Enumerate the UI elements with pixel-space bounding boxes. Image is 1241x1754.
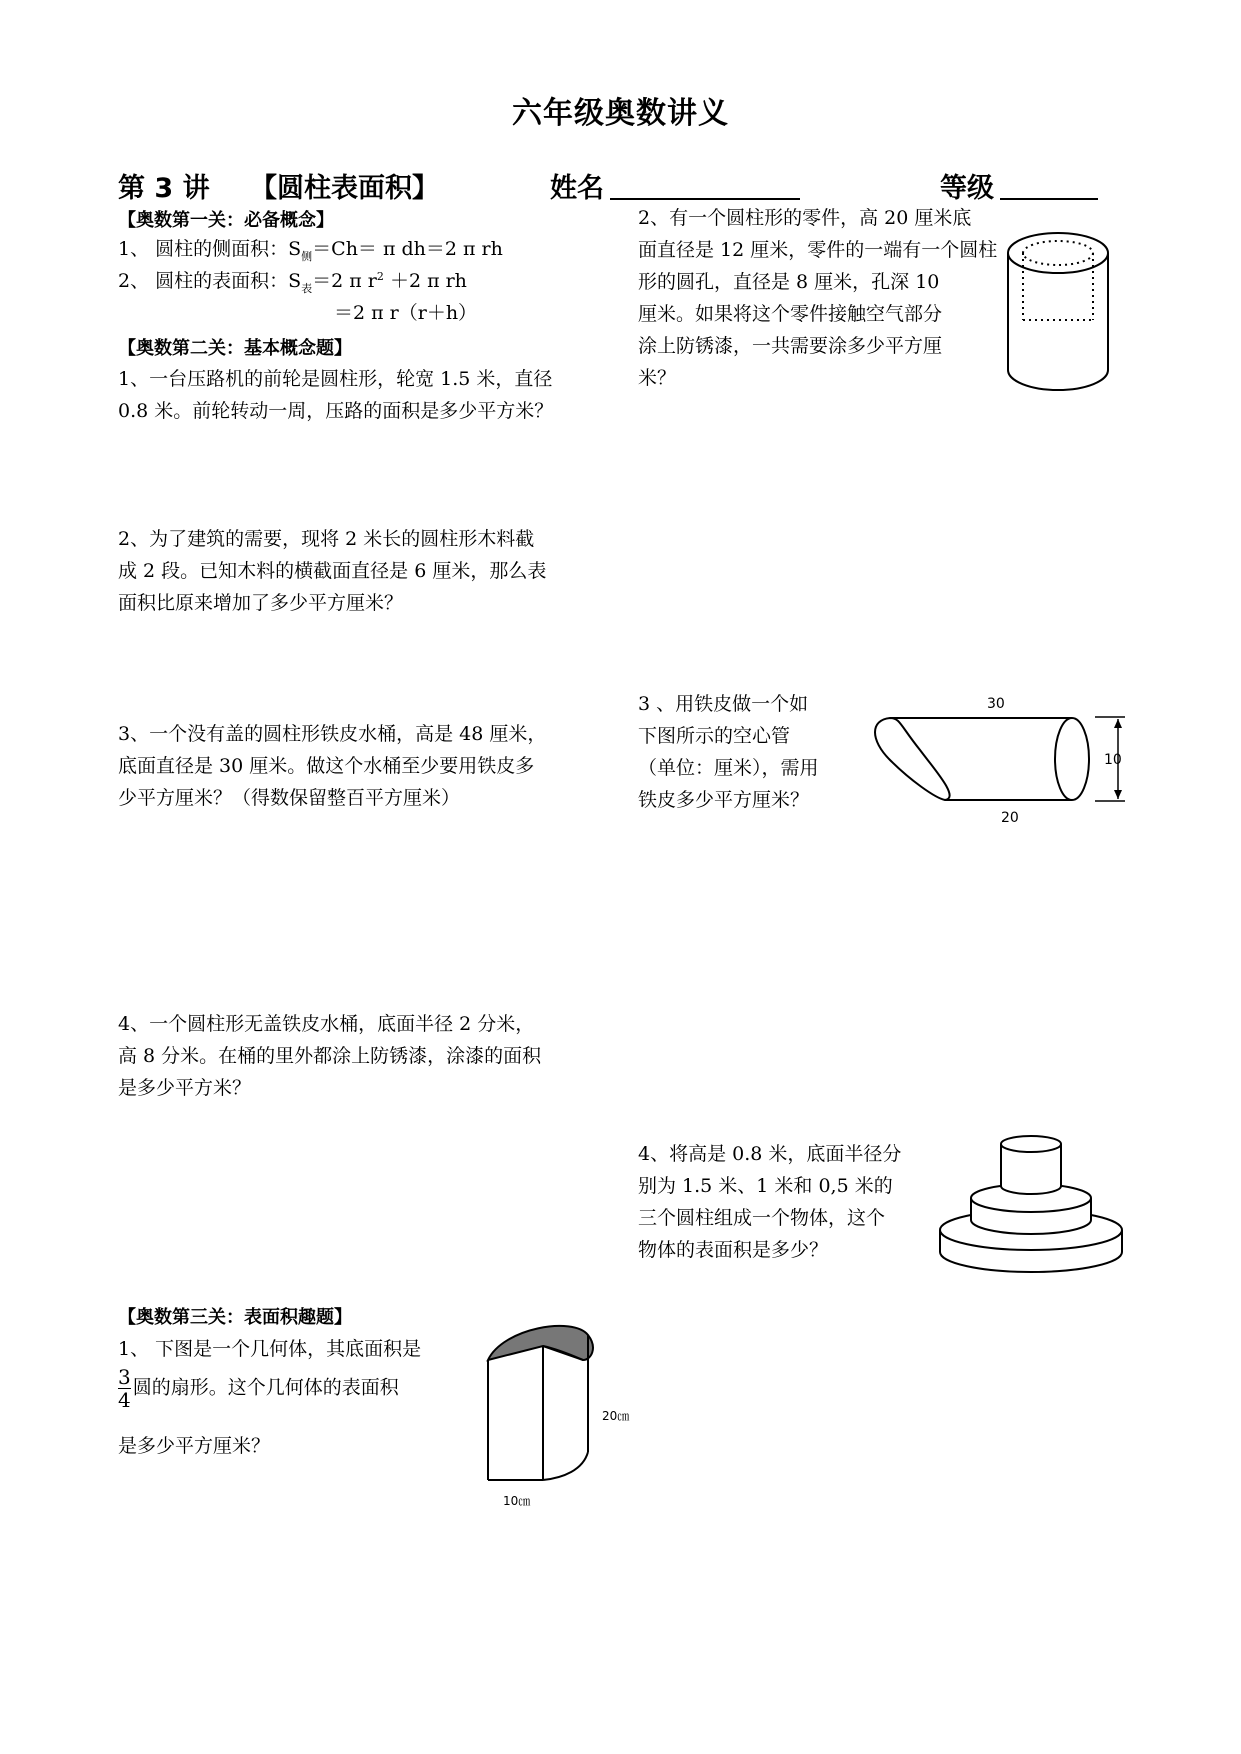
pipe-side-label: 10 — [1104, 752, 1122, 768]
right-question-2: 2、有一个圆柱形的零件，高 20 厘米底 面直径是 12 厘米，零件的一端有一个圆柱 形的圆孔，直径是 8 厘米，孔深 10 厘米。如果将这个零件接触空气部分 涂上防锈漆，一共需要涂多少平方厘 米？ — [638, 207, 998, 389]
question-4: 4、一个圆柱形无盖铁皮水桶，底面半径 2 分米， 高 8 分米。在桶的里外都涂上防锈漆，涂漆的面积 是多少平方米？ — [118, 1013, 542, 1099]
question-2: 2、为了建筑的需要，现将 2 米长的圆柱形木料截 成 2 段。已知木料的横截面直径是 6 厘米，那么表 面积比原来增加了多少平方厘米？ — [118, 528, 547, 614]
right-question-3: 3 、用铁皮做一个如 下图所示的空心管 （单位：厘米），需用 铁皮多少平方厘米？ — [638, 693, 819, 811]
width-label: 10㎝ — [503, 1494, 531, 1508]
section3-question-1-line1: 1、 下图是一个几何体，其底面积是 — [118, 1338, 422, 1360]
section3-heading: 【奥数第三关：表面积趣题】 — [118, 1307, 352, 1328]
section1-heading: 【奥数第一关：必备概念】 — [118, 210, 334, 231]
name-label: 姓名 — [550, 173, 604, 204]
height-label: 20㎝ — [602, 1409, 630, 1423]
fraction: $\frac{3}{4}$ — [118, 1365, 131, 1412]
slanted-pipe-figure — [860, 700, 1140, 830]
pipe-bottom-label: 20 — [1001, 810, 1019, 826]
lecture-topic: 【圆柱表面积】 — [250, 173, 439, 204]
grade-label: 等级 — [940, 173, 994, 204]
name-field[interactable] — [610, 172, 800, 200]
formula-surface-area: 2、 圆柱的表面积：$S_表=2$ π $r^2 +2$ π rh — [118, 270, 467, 295]
question-3: 3、一个没有盖的圆柱形铁皮水桶，高是 48 厘米， 底面直径是 30 厘米。做这个水桶至少要用铁皮多 少平方厘米？（得数保留整百平方厘米） — [118, 723, 547, 809]
formula-lateral-area: 1、 圆柱的侧面积：$S_侧=Ch= \pi$ dh＝2 π rh — [118, 238, 503, 263]
page-title: 六年级奥数讲义 — [512, 96, 729, 131]
section2-heading: 【奥数第二关：基本概念题】 — [118, 338, 352, 359]
formula-surface-area-factored: ＝2 π r（r＋h） — [334, 302, 478, 324]
section3-question-1-line2: $\frac{3}{4}$ 圆的扇形。这个几何体的表面积 — [118, 1365, 399, 1412]
pipe-top-label: 30 — [987, 696, 1005, 712]
hollow-cylinder-figure — [1005, 228, 1115, 398]
sector-cylinder-figure — [483, 1320, 613, 1500]
stacked-cylinders-figure — [938, 1130, 1128, 1290]
lecture-number: 第 3 讲 — [118, 173, 210, 204]
question-1: 1、一台压路机的前轮是圆柱形，轮宽 1.5 米，直径 0.8 米。前轮转动一周，压路的面积是多少平方米？ — [118, 368, 554, 422]
grade-field[interactable] — [1000, 172, 1098, 200]
section3-question-1-line3: 是多少平方厘米？ — [118, 1435, 271, 1457]
right-question-4: 4、将高是 0.8 米，底面半径分 别为 1.5 米、1 米和 0,5 米的 三个圆柱组成一个物体，这个 物体的表面积是多少？ — [638, 1143, 902, 1261]
